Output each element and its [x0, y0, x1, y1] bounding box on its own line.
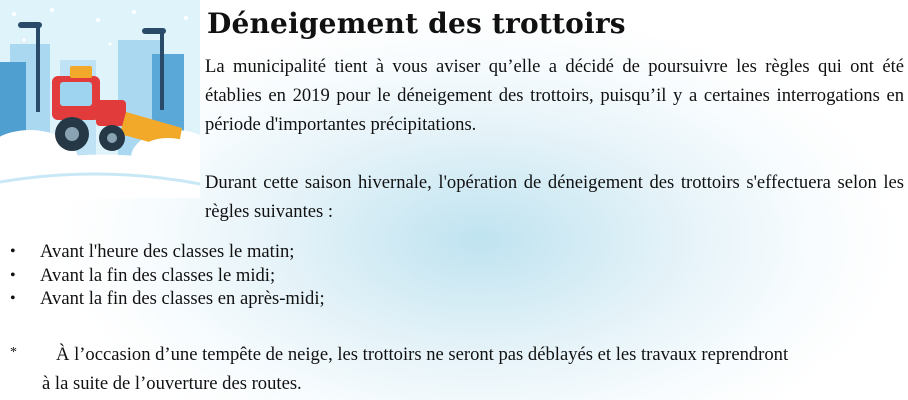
list-item-text: Avant la fin des classes en après-midi;: [40, 288, 325, 309]
storm-note-line-2: à la suite de l’ouverture des routes.: [42, 373, 302, 394]
bullet-icon: •: [10, 243, 16, 260]
rules-list: [0, 240, 325, 311]
list-item: [0, 240, 325, 264]
intro-paragraph: La municipalité tient à vous aviser qu’elle a décidé de poursuivre les règles qui ont été établies en 2019 pour le déneigement des trottoirs, puisqu’il y a certaines interrogations en période d'importantes précipitations.: [205, 56, 904, 135]
rules-intro-paragraph: Durant cette saison hivernale, l'opération de déneigement des trottoirs s'effectuera selon les règles suivantes :: [205, 172, 904, 222]
list-item: [0, 264, 325, 288]
snowplow-illustration: [0, 0, 200, 198]
list-item: [0, 287, 325, 311]
storm-note-line-1: À l’occasion d’une tempête de neige, les trottoirs ne seront pas déblayés et les travaux reprendront: [56, 344, 789, 365]
bullet-icon: •: [10, 266, 16, 284]
list-item-text: Avant l'heure des classes le matin;: [40, 241, 295, 262]
bullet-icon: •: [10, 290, 16, 307]
page-title: Déneigement des trottoirs: [207, 7, 626, 40]
list-item-text: Avant la fin des classes le midi;: [40, 264, 276, 286]
note-marker: *: [10, 345, 17, 360]
